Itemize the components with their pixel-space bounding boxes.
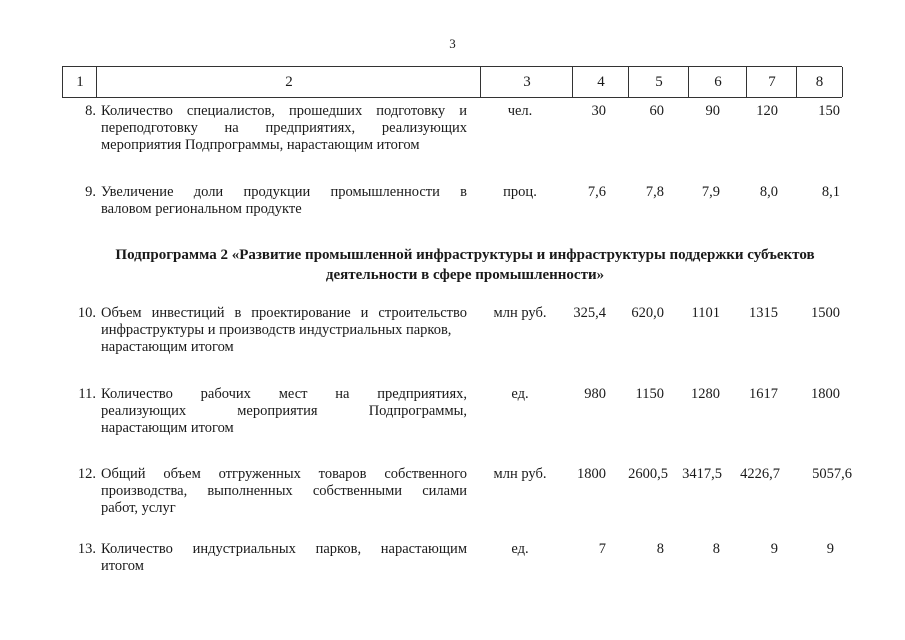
header-col-1: 1	[62, 67, 97, 97]
description-line: переподготовку на предприятиях, реализующих	[101, 120, 467, 136]
description-line: валовом региональном продукте	[101, 201, 302, 217]
row-description	[101, 305, 467, 356]
value-col-4: 7,6	[587, 184, 606, 200]
value-col-5: 2600,5	[628, 466, 668, 482]
header-col-6: 6	[688, 67, 747, 97]
subprogram-heading-line-1: Подпрограмма 2 «Развитие промышленной инфраструктуры и инфраструктуры поддержки субъектов	[115, 247, 815, 263]
row-description	[101, 184, 467, 218]
value-col-6: 3417,5	[682, 466, 722, 482]
value-col-8: 150	[818, 103, 840, 119]
header-col-7: 7	[746, 67, 797, 97]
description-line: Объем инвестиций в проектирование и строительство	[101, 305, 467, 321]
value-col-6: 8	[712, 541, 720, 557]
value-col-5: 620,0	[631, 305, 664, 321]
description-line: нарастающим итогом	[101, 339, 234, 355]
description-line: Общий объем отгруженных товаров собственного	[101, 466, 467, 482]
row-unit: ед.	[511, 386, 529, 402]
description-line: нарастающим итогом	[101, 420, 234, 436]
value-col-8: 9	[826, 541, 834, 557]
header-col-5: 5	[628, 67, 689, 97]
value-col-7: 1617	[749, 386, 778, 402]
row-number: 11.	[78, 386, 96, 402]
row-number: 8.	[85, 103, 96, 119]
description-line: Количество специалистов, прошедших подготовку и	[101, 103, 467, 119]
value-col-7: 9	[770, 541, 778, 557]
value-col-6: 1101	[691, 305, 720, 321]
row-unit: чел.	[507, 103, 533, 119]
description-line: итогом	[101, 558, 144, 574]
row-number: 12.	[77, 466, 96, 482]
value-col-6: 90	[705, 103, 720, 119]
subprogram-heading	[90, 245, 840, 285]
description-line: реализующих мероприятия Подпрограммы,	[101, 403, 467, 419]
value-col-6: 1280	[691, 386, 720, 402]
table-header-row	[62, 66, 842, 98]
value-col-7: 1315	[749, 305, 778, 321]
row-description	[101, 541, 467, 575]
subprogram-heading-line-2: деятельности в сфере промышленности»	[325, 267, 605, 283]
row-description	[101, 386, 467, 437]
value-col-7: 4226,7	[740, 466, 780, 482]
row-unit: млн руб.	[493, 466, 547, 482]
row-unit: проц.	[503, 184, 537, 200]
page-number: 3	[449, 36, 456, 51]
header-col-2: 2	[96, 67, 481, 97]
description-line: инфраструктуры и производств индустриальных парков,	[101, 322, 452, 338]
description-line: Количество рабочих мест на предприятиях,	[101, 386, 467, 402]
value-col-4: 1800	[577, 466, 606, 482]
row-number: 9.	[85, 184, 96, 200]
value-col-5: 1150	[635, 386, 664, 402]
value-col-4: 30	[591, 103, 606, 119]
description-line: мероприятия Подпрограммы, нарастающим итогом	[101, 137, 420, 153]
value-col-5: 60	[649, 103, 664, 119]
value-col-4: 325,4	[573, 305, 606, 321]
value-col-4: 980	[584, 386, 606, 402]
row-description	[101, 466, 467, 517]
value-col-6: 7,9	[701, 184, 720, 200]
row-number: 10.	[77, 305, 96, 321]
header-col-8: 8	[796, 67, 843, 97]
value-col-8: 1800	[811, 386, 840, 402]
description-line: Увеличение доли продукции промышленности в	[101, 184, 467, 200]
value-col-5: 7,8	[645, 184, 664, 200]
value-col-8: 1500	[811, 305, 840, 321]
value-col-5: 8	[656, 541, 664, 557]
value-col-4: 7	[598, 541, 606, 557]
row-number: 13.	[77, 541, 96, 557]
row-unit: млн руб.	[493, 305, 547, 321]
value-col-8: 5057,6	[812, 466, 852, 482]
value-col-7: 120	[756, 103, 778, 119]
description-line: Количество индустриальных парков, нарастающим	[101, 541, 467, 557]
row-description	[101, 103, 467, 154]
row-unit: ед.	[511, 541, 529, 557]
value-col-7: 8,0	[759, 184, 778, 200]
description-line: производства, выполненных собственными силами	[101, 483, 467, 499]
description-line: работ, услуг	[101, 500, 176, 516]
value-col-8: 8,1	[821, 184, 840, 200]
header-col-4: 4	[572, 67, 629, 97]
header-col-3: 3	[480, 67, 573, 97]
